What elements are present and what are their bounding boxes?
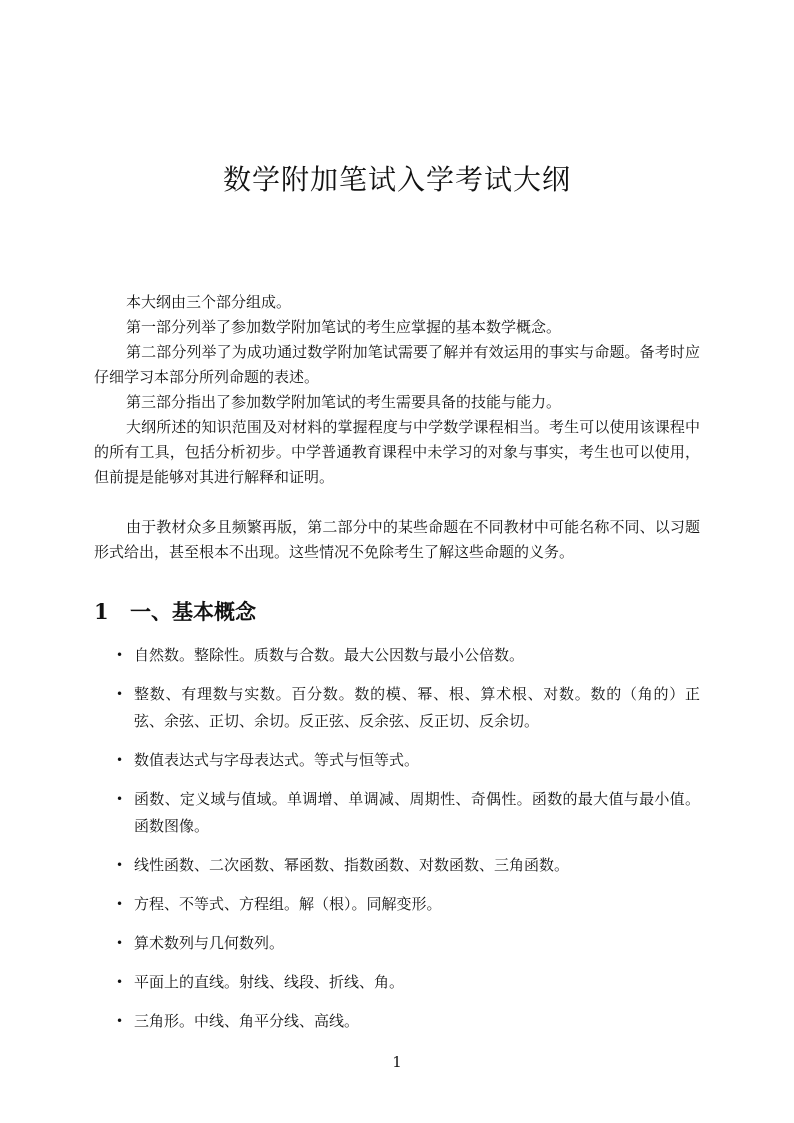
list-item-text: 三角形。中线、角平分线、高线。 — [134, 1012, 360, 1030]
bullet-icon: • — [116, 687, 124, 701]
bullet-icon: • — [116, 753, 124, 767]
bullet-icon: • — [116, 792, 124, 806]
intro-paragraph: 本大纲由三个部分组成。 — [126, 293, 292, 311]
list-item-text: 线性函数、二次函数、幂函数、指数函数、对数函数、三角函数。 — [134, 856, 570, 874]
list-item-text: 自然数。整除性。质数与合数。最大公因数与最小公倍数。 — [134, 646, 525, 664]
list-item-text: 整数、有理数与实数。百分数。数的模、幂、根、算术根、对数。数的（角的）正弦、余弦、正切、余切。反正弦、反余弦、反正切、反余切。 — [134, 685, 700, 730]
intro-paragraph: 第二部分列举了为成功通过数学附加笔试需要了解并有效运用的事实与命题。备考时应仔细学习本部分所列命题的表述。 — [94, 343, 700, 386]
concept-list — [94, 642, 700, 1047]
list-item — [94, 891, 700, 918]
list-item-text: 数值表达式与字母表达式。等式与恒等式。 — [134, 751, 420, 769]
intro-paragraph: 第三部分指出了参加数学附加笔试的考生需要具备的技能与能力。 — [126, 393, 562, 411]
list-item — [94, 786, 700, 840]
page-number: 1 — [392, 1053, 402, 1071]
list-item — [94, 930, 700, 957]
list-item — [94, 747, 700, 774]
bullet-icon: • — [116, 858, 124, 872]
list-item-text: 函数、定义域与值域。单调增、单调减、周期性、奇偶性。函数的最大值与最小值。函数图像。 — [134, 790, 700, 835]
section-title: 一、基本概念 — [130, 599, 256, 624]
document-title: 数学附加笔试入学考试大纲 — [222, 163, 571, 196]
bullet-icon: • — [116, 1014, 124, 1028]
intro-section — [94, 290, 700, 565]
list-item — [94, 852, 700, 879]
list-item-text: 方程、不等式、方程组。解（根）。同解变形。 — [134, 895, 442, 913]
bullet-icon: • — [116, 897, 124, 911]
list-item — [94, 681, 700, 735]
section-number: 1 — [94, 599, 109, 624]
list-item-text: 平面上的直线。射线、线段、折线、角。 — [134, 973, 405, 991]
intro-paragraph: 由于教材众多且频繁再版，第二部分中的某些命题在不同教材中可能名称不同、以习题形式给出，甚至根本不出现。这些情况不免除考生了解这些命题的义务。 — [94, 518, 700, 561]
intro-paragraph: 第一部分列举了参加数学附加笔试的考生应掌握的基本数学概念。 — [126, 318, 562, 336]
list-item — [94, 969, 700, 996]
list-item — [94, 1008, 700, 1035]
list-item-text: 算术数列与几何数列。 — [134, 934, 285, 952]
bullet-icon: • — [116, 975, 124, 989]
list-item — [94, 642, 700, 669]
bullet-icon: • — [116, 648, 124, 662]
intro-paragraph: 大纲所述的知识范围及对材料的掌握程度与中学数学课程相当。考生可以使用该课程中的所有工具，包括分析初步。中学普通教育课程中未学习的对象与事实，考生也可以使用，但前提是能够对其进行解释和证明。 — [94, 418, 700, 486]
section-heading — [94, 596, 700, 628]
bullet-icon: • — [116, 936, 124, 950]
